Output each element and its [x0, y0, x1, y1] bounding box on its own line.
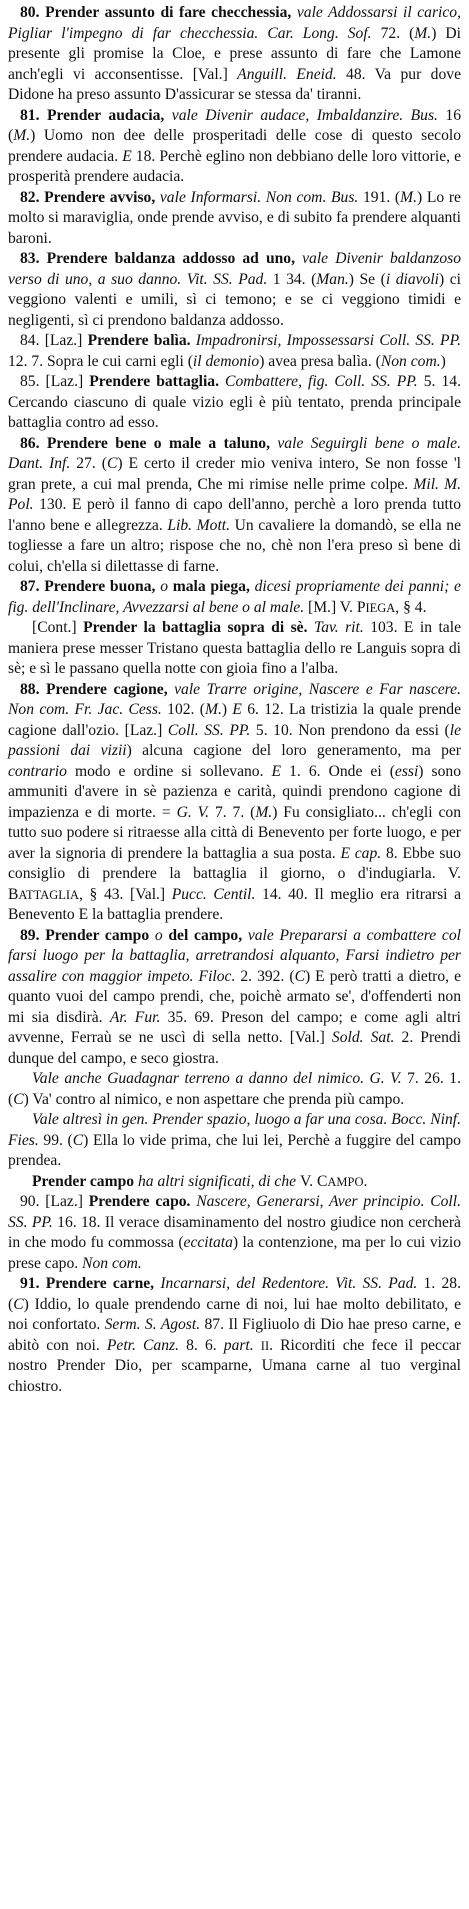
entry-85: [8, 372, 461, 434]
entry-text: vale Trarre origine, Nascere e Far nascere. Non com. Fr. Jac. Cess.: [8, 680, 461, 718]
entry-text: Ar. Fur.: [109, 1008, 168, 1026]
entry-text: 18. Perchè eglino non debbiano delle loro vittorie, e prosperità prendere audacia.: [8, 147, 462, 185]
entry-text: 72. (: [380, 24, 415, 42]
entry-text: 90. [Laz.]: [20, 1193, 89, 1210]
entry-text: ) E certo il creder mio veniva intero, Se non fosse 'l gran prete, a cui mal prenda, Che mi rimise nelle prime colpe.: [8, 455, 461, 493]
entry-text: ) alcuna cagione del loro generamento, ma per: [126, 742, 461, 759]
entry-text: M.: [13, 127, 31, 144]
entry-text: 87. Prendere buona,: [20, 578, 161, 595]
entry-text: 16 (: [8, 106, 462, 144]
entry-text: Sold. Sat.: [331, 1029, 402, 1046]
entry-text: 12. 7. Sopra le cui carni egli (: [8, 352, 193, 370]
entry-text: Lib. Mott.: [167, 516, 231, 534]
entry-text: o: [160, 578, 173, 595]
entry-text: . Ricorditi che fece il peccar nostro Prender Dio, per scamparne, Umana carne al tuo verginal chiostro.: [8, 1336, 461, 1395]
entry-text: Tav. rit.: [313, 619, 371, 636]
entry-text: Prendere capo.: [88, 1193, 197, 1210]
entry-86: [8, 434, 461, 578]
entry-88: [8, 680, 461, 926]
entry-text: contrario: [8, 762, 67, 780]
entry-text: 87. Il Figliuolo di Dio hae preso carne, e abitò con noi.: [8, 1316, 462, 1354]
entry-text: 102. (: [167, 701, 205, 718]
entry-text: ) Iddio, lo quale prendendo carne di noi, lui hae molto debilitato, e noi confortato.: [8, 1295, 461, 1333]
entry-text: Prendere balìa.: [87, 332, 196, 349]
entry-text: 86. Prendere bene o male a taluno,: [20, 434, 278, 452]
entry-text: ) Va' contro al nimico, e non aspettare che prenda più campo.: [23, 1090, 405, 1108]
entry-text: 16. 18. Il verace disaminamento del nostro giudice non cercherà in che modo fu commossa (: [8, 1213, 461, 1251]
entry-text: Combattere, fig. Coll. SS. PP.: [225, 373, 424, 390]
entry-text: ha altri significati, di che: [137, 1172, 300, 1190]
entry-text: part.: [223, 1336, 254, 1354]
entry-text: E: [232, 701, 242, 718]
entry-text: 84. [Laz.]: [20, 332, 88, 349]
entry-text: AMPO: [327, 1174, 364, 1189]
entry-text: 2. Prendi dunque del campo, e seco giostra.: [8, 1029, 461, 1067]
entry-text: Impadronirsi, Impossessarsi Coll. SS. PP.: [195, 332, 461, 349]
entry-text: 8. 6.: [186, 1336, 224, 1354]
entry-text: ) Ella lo vide prima, che lui lei, Perchè a fuggire del campo prendea.: [8, 1131, 461, 1169]
entry-text: o: [154, 926, 169, 944]
entry-text: 48. Va pur dove Didone ha preso assunto D'assicurar se stessa da' tiranni.: [8, 65, 461, 103]
entry-text: modo e ordine si sollevano.: [66, 762, 272, 780]
entry-text: 89. Prender campo: [20, 926, 155, 944]
entry-text: 130. E però il fanno di capo dell'anno, perchè a loro prenda tutto l'anno bene e allegrezza.: [8, 496, 461, 534]
entry-91: [8, 1274, 461, 1397]
entry-text: 81. Prender audacia,: [20, 106, 172, 124]
entry-text: ) sono ammuniti d'avere in sè pazienza e carità, quindi prendono cagione di impazienza e di morte. =: [8, 762, 461, 821]
entry-text: Coll. SS. PP.: [167, 721, 256, 739]
entry-text: mala piega,: [172, 578, 255, 595]
entry-text: ) avea presa balìa. (: [259, 352, 381, 370]
entry-text: 85. [Laz.]: [20, 373, 90, 390]
entry-text: 83. Prendere baldanza addosso ad uno,: [20, 250, 303, 267]
entry-82: [8, 188, 461, 250]
entry-text: 2. 392. (: [240, 967, 295, 985]
entry-89d: [8, 1172, 461, 1193]
entry-text: dicesi propriamente dei panni; e fig. dell'Inclinare, Avvezzarsi al bene o al male.: [8, 578, 461, 616]
entry-text: 7. 26. 1. (: [8, 1070, 461, 1108]
entry-text: M.: [255, 803, 273, 821]
entry-text: Pucc. Centil.: [171, 885, 263, 903]
entry-text: Anguill. Eneid.: [237, 65, 337, 83]
entry-text: ): [440, 352, 446, 370]
entry-90: [8, 1192, 461, 1274]
entry-text: V. B: [8, 865, 461, 903]
entry-text: E: [271, 762, 282, 780]
entry-text: i diavoli: [385, 270, 439, 288]
entry-text: il demonio: [192, 352, 260, 370]
entry-text: 14. 40. Il meglio era ritrarsi a Benevento E la battaglia prendere.: [8, 885, 462, 923]
entry-text: ) Uomo non dee delle prosperitadi delle cose di questo secolo prendere audacia.: [8, 127, 461, 165]
entry-text: E: [122, 147, 132, 165]
entry-text: C: [13, 1090, 24, 1108]
entry-text: II: [260, 1338, 270, 1353]
entry-80: [8, 3, 461, 106]
entry-text: ) la contenzione, ma per lo cui vizio prese capo.: [8, 1234, 461, 1272]
entry-text: 1. 28. (: [8, 1275, 461, 1313]
entry-text: Prendere battaglia.: [89, 373, 226, 390]
entry-text: 7. 7. (: [214, 803, 256, 821]
entry-text: ) Lo re molto si maravigliа, onde prende avviso, e di subito fa prendere alquanti baroni.: [8, 188, 461, 247]
entry-text: 1. 6. Onde ei (: [281, 762, 395, 780]
entry-text: .: [363, 1172, 368, 1190]
entry-text: eccitata: [183, 1234, 233, 1251]
entry-text: vale Informarsi. Non com. Bus.: [159, 188, 363, 206]
entry-text: ATTAGLIA: [18, 887, 80, 902]
entry-text: C: [106, 455, 118, 472]
entry-text: 91. Prendere carne,: [20, 1275, 161, 1292]
entry-text: Incarnarsi, del Redentore. Vit. SS. Pad.: [160, 1275, 424, 1292]
entry-text: ) E però tratti a dietro, e quanto vuoi del campo prendi, che, poichè armato se', d'offenderti non mi sia disdirà.: [8, 967, 461, 1026]
entry-text: IEGA: [365, 600, 396, 615]
entry-text: 80. Prender assunto di fare checchessia,: [20, 4, 297, 21]
entry-text: C: [13, 1295, 24, 1313]
entry-text: 6. 12. La tristizia la quale prende cagione dall'ozio. [Laz.]: [8, 701, 461, 739]
entry-text: 191. (: [362, 188, 401, 206]
entry-89: [8, 926, 461, 1070]
entry-89c: [8, 1110, 461, 1172]
entry-text: del campo,: [168, 926, 248, 944]
entry-87c: [8, 618, 461, 680]
entry-text: 5. 10. Non prendono da essi (: [255, 721, 450, 739]
entry-text: Non com.: [82, 1254, 142, 1272]
entry-text: Serm. S. Agost.: [104, 1316, 205, 1333]
entry-text: Mil. M. Pol.: [8, 475, 462, 513]
entry-text: 8. Ebbe suo consiglio di prendere la battaglia il giorno, o d'indugiarla.: [8, 844, 461, 882]
entry-text: C: [294, 967, 305, 985]
entry-text: ) ci veggiono valenti e umili, sì ci temono; e se ci veggiono timidi e negligenti, sì ci prendono baldanza addosso.: [8, 270, 461, 329]
entry-text: , § 4.: [395, 598, 427, 616]
entry-text: ): [221, 701, 233, 718]
entry-text: vale Addossarsi il carico, Pigliar l'impegno di far checchessia. Car. Long. Sof.: [8, 4, 461, 42]
entry-text: ) Se (: [348, 270, 386, 288]
entry-text: 35. 69. Preson del campo; e come agli altri avvenne, Ferraù se ne uscì di sella netto. [Val.]: [8, 1008, 461, 1046]
entry-text: ) Fu consigliato... ch'egli con tutto suo podere si ritraesse alla città di Benevento per forte luogo, e per aver la signoria di prendere la battaglia a sua posta.: [8, 803, 461, 862]
entry-text: Non com.: [380, 352, 441, 370]
entry-text: 103. E in tale maniera prese messer Tristano questa battaglia dello re Languis sopra di sè; e sì le passano quella notte con gioia fino a l'alba.: [8, 619, 461, 677]
entry-text: V. C: [299, 1172, 328, 1190]
entry-text: Prender campo: [32, 1172, 138, 1190]
entry-89b: [8, 1069, 461, 1110]
entry-text: 82. Prendere avviso,: [20, 188, 160, 206]
entry-text: essi: [394, 762, 419, 780]
entry-text: [254, 1337, 261, 1354]
entry-text: vale Divenir audace, Imbaldanzire. Bus.: [171, 106, 446, 124]
entry-text: vale Divenir baldanzoso verso di uno, a suo danno. Vit. SS. Pad.: [8, 250, 462, 288]
entry-text: [Cont.]: [32, 619, 84, 636]
entry-text: le passioni dai vizii: [8, 721, 461, 759]
entry-text: Man.: [316, 270, 349, 288]
entry-text: M.: [204, 701, 222, 718]
entry-text: Vale anche Guadagnar terreno a danno del nimico. G. V.: [32, 1070, 408, 1087]
entry-text: C: [72, 1131, 84, 1149]
entry-text: Un cavaliere la domandò, se ella ne togliesse a fare un altro; rispose che no, chè non l'era preso sì bene di colui, ch'ella si dilettasse di farne.: [8, 516, 462, 575]
entry-84: [8, 331, 461, 372]
entry-text: M.: [414, 24, 432, 42]
entry-83: [8, 249, 461, 331]
entry-text: [M.] V. P: [308, 598, 366, 616]
entry-text: ) Di presente gli promise la Cloe, e prese assunto di fare che Lamone anch'egli vi acconsentisse. [Val.]: [8, 24, 461, 83]
entry-text: Petr. Canz.: [106, 1336, 187, 1354]
entry-text: vale Seguirgli bene o male. Dant. Inf.: [8, 434, 461, 472]
entry-text: 5. 14. Cercando ciascuno di quale vizio egli è più tentato, prenda principale battaglia contro ad esso.: [8, 373, 461, 431]
entry-text: 88. Prendere cagione,: [20, 680, 175, 698]
entry-81: [8, 106, 461, 188]
entry-text: 1 34. (: [272, 270, 317, 288]
entry-text: Vale altresì in gen. Prender spazio, luogo a far una cosa. Bocc. Ninf. Fies.: [8, 1111, 461, 1149]
entry-text: , § 43. [Val.]: [79, 885, 172, 903]
entry-text: E cap.: [340, 844, 386, 862]
entry-text: Nascere, Generarsi, Aver principio. Coll. SS. PP.: [8, 1193, 461, 1231]
entry-text: Prender la battaglia sopra di sè.: [83, 619, 314, 636]
entry-text: 27. (: [76, 455, 107, 472]
entry-text: M.: [400, 188, 418, 206]
entry-87: [8, 577, 461, 618]
entry-text: 99. (: [43, 1131, 73, 1149]
entry-text: G. V.: [176, 803, 215, 821]
entry-text: vale Prepararsi a combattere col farsi luogo per la battaglia, arretrandosi alquanto, Farsi indietro per assalire con maggior impeto. Filoc.: [8, 926, 461, 985]
